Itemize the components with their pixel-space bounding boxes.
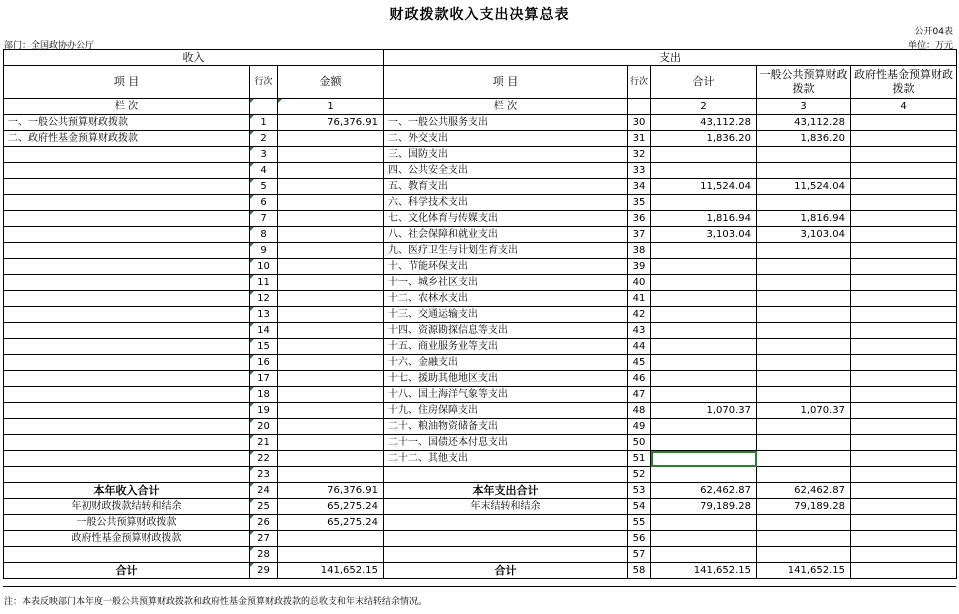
summary-row (4, 563, 957, 579)
expense-col4-label: 4 (851, 99, 957, 115)
table-row (4, 355, 957, 371)
expense-general-cell[interactable]: 79,189.28 (757, 499, 851, 515)
summary-row (4, 515, 957, 531)
gov-fund-header: 政府性基金预算财政拨款 (851, 66, 957, 99)
table-row (4, 371, 957, 387)
table-row (4, 243, 957, 259)
income-amount-header: 金额 (278, 66, 384, 99)
expense-rowno-cell[interactable]: 43 (628, 323, 651, 339)
expense-total-cell[interactable]: 43,112.28 (651, 115, 757, 131)
income-amount-cell[interactable] (278, 243, 384, 259)
income-item-cell[interactable] (4, 387, 250, 403)
footer-divider (3, 586, 956, 587)
expense-general-cell[interactable] (757, 243, 851, 259)
income-lanci-label: 栏 次 (4, 99, 250, 115)
expense-item-cell[interactable] (384, 515, 628, 531)
income-rowno-cell[interactable]: 17 (250, 371, 278, 387)
summary-row (4, 483, 957, 499)
income-rowno-cell[interactable]: 22 (250, 451, 278, 467)
expense-total-cell[interactable] (651, 435, 757, 451)
expense-rowno-cell[interactable]: 50 (628, 435, 651, 451)
expense-total-cell[interactable] (651, 323, 757, 339)
expense-rowno-cell[interactable]: 57 (628, 547, 651, 563)
expense-fund-cell[interactable] (851, 243, 957, 259)
income-item-cell[interactable] (4, 339, 250, 355)
expense-item-cell[interactable]: 七、文化体育与传媒支出 (384, 211, 628, 227)
income-item-cell[interactable] (4, 435, 250, 451)
expense-item-cell[interactable]: 十五、商业服务业等支出 (384, 339, 628, 355)
income-col1-label: 1 (278, 99, 384, 115)
expense-total-cell[interactable]: 3,103.04 (651, 227, 757, 243)
expense-general-cell[interactable] (757, 339, 851, 355)
income-item-cell[interactable] (4, 467, 250, 483)
income-item-cell[interactable] (4, 259, 250, 275)
income-item-cell[interactable] (4, 227, 250, 243)
table-row (4, 419, 957, 435)
table-row (4, 115, 957, 131)
expense-rowno-cell[interactable]: 48 (628, 403, 651, 419)
expense-rowno-cell[interactable]: 40 (628, 275, 651, 291)
expense-total-cell[interactable] (651, 291, 757, 307)
expense-rowno-cell[interactable]: 51 (628, 451, 651, 467)
table-row (4, 467, 957, 483)
expense-fund-cell[interactable] (851, 419, 957, 435)
expense-header: 支出 (384, 50, 957, 66)
table-row (4, 227, 957, 243)
income-amount-cell[interactable] (278, 179, 384, 195)
expense-general-cell[interactable] (757, 435, 851, 451)
expense-general-cell[interactable]: 1,816.94 (757, 211, 851, 227)
expense-general-cell[interactable]: 1,070.37 (757, 403, 851, 419)
expense-general-cell[interactable] (757, 451, 851, 467)
expense-rowno-cell[interactable]: 37 (628, 227, 651, 243)
income-item-cell[interactable] (4, 211, 250, 227)
income-amount-cell[interactable] (278, 355, 384, 371)
income-amount-cell[interactable] (278, 307, 384, 323)
expense-item-cell[interactable]: 十七、援助其他地区支出 (384, 371, 628, 387)
expense-rowno-cell[interactable]: 31 (628, 131, 651, 147)
income-lanci-rowno (250, 99, 278, 115)
income-rowno-cell[interactable]: 13 (250, 307, 278, 323)
expense-fund-cell[interactable] (851, 435, 957, 451)
income-rowno-cell[interactable]: 18 (250, 387, 278, 403)
expense-fund-cell[interactable] (851, 515, 957, 531)
expense-item-cell[interactable]: 二十、粮油物资储备支出 (384, 419, 628, 435)
expense-fund-cell[interactable] (851, 483, 957, 499)
summary-row (4, 531, 957, 547)
income-amount-cell[interactable] (278, 371, 384, 387)
expense-total-cell[interactable] (651, 275, 757, 291)
table-row (4, 131, 957, 147)
expense-total-cell[interactable] (651, 419, 757, 435)
income-item-cell[interactable] (4, 403, 250, 419)
expense-rowno-cell[interactable]: 54 (628, 499, 651, 515)
expense-fund-cell[interactable] (851, 547, 957, 563)
income-rowno-cell[interactable]: 11 (250, 275, 278, 291)
expense-total-cell[interactable] (651, 467, 757, 483)
expense-total-cell[interactable] (651, 259, 757, 275)
expense-general-cell[interactable] (757, 163, 851, 179)
income-amount-cell[interactable] (278, 467, 384, 483)
income-item-cell[interactable] (4, 291, 250, 307)
income-rowno-cell[interactable]: 15 (250, 339, 278, 355)
expense-rowno-cell[interactable]: 38 (628, 243, 651, 259)
unit-label: 单位：万元 (907, 41, 953, 51)
expense-rowno-cell[interactable]: 53 (628, 483, 651, 499)
expense-rowno-cell[interactable]: 46 (628, 371, 651, 387)
income-rowno-cell[interactable]: 29 (250, 563, 278, 579)
expense-fund-cell[interactable] (851, 163, 957, 179)
table-row (4, 275, 957, 291)
expense-item-cell[interactable]: 一、一般公共服务支出 (384, 115, 628, 131)
income-amount-cell[interactable] (278, 195, 384, 211)
expense-general-cell[interactable] (757, 515, 851, 531)
expense-general-cell[interactable]: 1,836.20 (757, 131, 851, 147)
expense-general-cell[interactable] (757, 531, 851, 547)
expense-general-cell[interactable] (757, 387, 851, 403)
income-item-cell[interactable] (4, 451, 250, 467)
expense-item-cell[interactable]: 十八、国土海洋气象等支出 (384, 387, 628, 403)
expense-lanci-label: 栏 次 (384, 99, 628, 115)
expense-fund-cell[interactable] (851, 371, 957, 387)
expense-item-cell[interactable]: 四、公共安全支出 (384, 163, 628, 179)
expense-fund-cell[interactable] (851, 179, 957, 195)
expense-general-cell[interactable]: 141,652.15 (757, 563, 851, 579)
income-item-cell[interactable] (4, 179, 250, 195)
income-rowno-cell[interactable]: 24 (250, 483, 278, 499)
summary-row (4, 547, 957, 563)
expense-total-cell[interactable] (651, 339, 757, 355)
income-rowno-cell[interactable]: 7 (250, 211, 278, 227)
expense-total-cell[interactable] (651, 451, 757, 467)
income-amount-cell[interactable]: 76,376.91 (278, 483, 384, 499)
income-rowno-cell[interactable]: 28 (250, 547, 278, 563)
expense-fund-cell[interactable] (851, 531, 957, 547)
income-item-cell[interactable] (4, 243, 250, 259)
income-item-cell[interactable] (4, 323, 250, 339)
table-row (4, 211, 957, 227)
table-row (4, 307, 957, 323)
form-number: 公开04表 (914, 27, 953, 37)
footnote: 注：本表反映部门本年度一般公共预算财政拨款和政府性基金预算财政拨款的总收支和年末结转结余情况。 (4, 597, 428, 607)
expense-rowno-cell[interactable]: 30 (628, 115, 651, 131)
expense-total-cell[interactable]: 1,070.37 (651, 403, 757, 419)
table-row (4, 147, 957, 163)
income-amount-cell[interactable] (278, 323, 384, 339)
income-rowno-cell[interactable]: 21 (250, 435, 278, 451)
expense-fund-cell[interactable] (851, 275, 957, 291)
expense-fund-cell[interactable] (851, 147, 957, 163)
expense-item-cell[interactable]: 十二、农林水支出 (384, 291, 628, 307)
expense-total-cell[interactable]: 1,836.20 (651, 131, 757, 147)
table-row (4, 387, 957, 403)
income-item-cell[interactable] (4, 355, 250, 371)
expense-rowno-header: 行次 (628, 66, 651, 99)
expense-fund-cell[interactable] (851, 467, 957, 483)
table-row (4, 323, 957, 339)
expense-rowno-cell[interactable]: 49 (628, 419, 651, 435)
income-amount-cell[interactable] (278, 339, 384, 355)
income-amount-cell[interactable]: 76,376.91 (278, 115, 384, 131)
report-title: 财政拨款收入支出决算总表 (389, 7, 570, 23)
income-rowno-cell[interactable]: 23 (250, 467, 278, 483)
table-row (4, 179, 957, 195)
expense-item-cell[interactable]: 五、教育支出 (384, 179, 628, 195)
expense-general-cell[interactable] (757, 419, 851, 435)
expense-fund-cell[interactable] (851, 131, 957, 147)
expense-rowno-cell[interactable]: 36 (628, 211, 651, 227)
income-amount-cell[interactable] (278, 451, 384, 467)
expense-rowno-cell[interactable]: 55 (628, 515, 651, 531)
expense-total-cell[interactable]: 62,462.87 (651, 483, 757, 499)
income-amount-cell[interactable] (278, 531, 384, 547)
income-item-cell[interactable]: 年初财政拨款结转和结余 (4, 499, 250, 515)
income-rowno-cell[interactable]: 26 (250, 515, 278, 531)
expense-item-cell[interactable]: 本年支出合计 (384, 483, 628, 499)
income-rowno-cell[interactable]: 14 (250, 323, 278, 339)
income-item-cell[interactable] (4, 307, 250, 323)
expense-item-cell[interactable]: 十一、城乡社区支出 (384, 275, 628, 291)
expense-total-cell[interactable] (651, 515, 757, 531)
expense-fund-cell[interactable] (851, 323, 957, 339)
expense-rowno-cell[interactable]: 42 (628, 307, 651, 323)
expense-item-cell[interactable]: 合计 (384, 563, 628, 579)
expense-item-cell[interactable]: 十、节能环保支出 (384, 259, 628, 275)
income-rowno-cell[interactable]: 20 (250, 419, 278, 435)
income-amount-cell[interactable]: 141,652.15 (278, 563, 384, 579)
expense-item-cell[interactable]: 十六、金融支出 (384, 355, 628, 371)
general-budget-header: 一般公共预算财政拨款 (757, 66, 851, 99)
table-row (4, 259, 957, 275)
expense-rowno-cell[interactable]: 44 (628, 339, 651, 355)
expense-total-cell[interactable] (651, 163, 757, 179)
income-header: 收入 (4, 50, 384, 66)
expense-total-cell[interactable] (651, 147, 757, 163)
expense-general-cell[interactable] (757, 291, 851, 307)
income-item-cell[interactable] (4, 275, 250, 291)
table-row (4, 163, 957, 179)
expense-item-cell[interactable]: 十四、资源勘探信息等支出 (384, 323, 628, 339)
expense-item-cell[interactable] (384, 467, 628, 483)
expense-general-cell[interactable]: 3,103.04 (757, 227, 851, 243)
expense-total-cell[interactable]: 11,524.04 (651, 179, 757, 195)
expense-fund-cell[interactable] (851, 499, 957, 515)
income-rowno-cell[interactable]: 1 (250, 115, 278, 131)
income-amount-cell[interactable] (278, 403, 384, 419)
expense-total-cell[interactable] (651, 547, 757, 563)
income-rowno-cell[interactable]: 16 (250, 355, 278, 371)
income-amount-cell[interactable] (278, 131, 384, 147)
expense-general-cell[interactable] (757, 307, 851, 323)
table-row (4, 451, 957, 467)
income-rowno-cell[interactable]: 27 (250, 531, 278, 547)
summary-row (4, 499, 957, 515)
expense-fund-cell[interactable] (851, 307, 957, 323)
expense-rowno-cell[interactable]: 32 (628, 147, 651, 163)
expense-fund-cell[interactable] (851, 291, 957, 307)
income-item-cell[interactable] (4, 547, 250, 563)
expense-rowno-cell[interactable]: 45 (628, 355, 651, 371)
table-row (4, 195, 957, 211)
income-rowno-cell[interactable]: 12 (250, 291, 278, 307)
income-amount-cell[interactable] (278, 259, 384, 275)
expense-total-cell[interactable] (651, 387, 757, 403)
expense-rowno-cell[interactable]: 33 (628, 163, 651, 179)
table-row (4, 435, 957, 451)
expense-rowno-cell[interactable]: 52 (628, 467, 651, 483)
expense-total-cell[interactable] (651, 531, 757, 547)
income-amount-cell[interactable] (278, 275, 384, 291)
expense-rowno-cell[interactable]: 39 (628, 259, 651, 275)
expense-general-cell[interactable] (757, 259, 851, 275)
income-item-cell[interactable] (4, 419, 250, 435)
income-item-cell[interactable]: 合计 (4, 563, 250, 579)
income-rowno-cell[interactable]: 10 (250, 259, 278, 275)
expense-fund-cell[interactable] (851, 563, 957, 579)
expense-fund-cell[interactable] (851, 387, 957, 403)
income-item-cell[interactable]: 政府性基金预算财政拨款 (4, 531, 250, 547)
expense-item-cell[interactable]: 十三、交通运输支出 (384, 307, 628, 323)
expense-general-cell[interactable]: 62,462.87 (757, 483, 851, 499)
expense-total-cell[interactable] (651, 355, 757, 371)
expense-total-cell[interactable] (651, 195, 757, 211)
income-item-cell[interactable]: 一、一般公共预算财政拨款 (4, 115, 250, 131)
expense-total-header: 合计 (651, 66, 757, 99)
income-amount-cell[interactable] (278, 291, 384, 307)
expense-rowno-cell[interactable]: 35 (628, 195, 651, 211)
expense-fund-cell[interactable] (851, 211, 957, 227)
budget-table (3, 49, 957, 579)
expense-general-cell[interactable] (757, 467, 851, 483)
expense-rowno-cell[interactable]: 41 (628, 291, 651, 307)
income-rowno-cell[interactable]: 6 (250, 195, 278, 211)
income-amount-cell[interactable] (278, 147, 384, 163)
expense-general-cell[interactable] (757, 323, 851, 339)
expense-general-cell[interactable]: 43,112.28 (757, 115, 851, 131)
income-rowno-cell[interactable]: 5 (250, 179, 278, 195)
income-amount-cell[interactable] (278, 211, 384, 227)
table-row (4, 291, 957, 307)
income-amount-cell[interactable]: 65,275.24 (278, 515, 384, 531)
income-item-cell[interactable]: 二、政府性基金预算财政拨款 (4, 131, 250, 147)
expense-item-cell[interactable] (384, 531, 628, 547)
expense-fund-cell[interactable] (851, 115, 957, 131)
income-amount-cell[interactable] (278, 547, 384, 563)
expense-item-cell[interactable]: 六、科学技术支出 (384, 195, 628, 211)
expense-rowno-cell[interactable]: 58 (628, 563, 651, 579)
expense-item-cell[interactable]: 年末结转和结余 (384, 499, 628, 515)
expense-general-cell[interactable] (757, 147, 851, 163)
expense-item-cell[interactable] (384, 547, 628, 563)
expense-item-cell[interactable]: 八、社会保障和就业支出 (384, 227, 628, 243)
table-row (4, 403, 957, 419)
income-amount-cell[interactable] (278, 227, 384, 243)
expense-total-cell[interactable] (651, 371, 757, 387)
expense-rowno-cell[interactable]: 47 (628, 387, 651, 403)
income-rowno-cell[interactable]: 9 (250, 243, 278, 259)
income-amount-cell[interactable]: 65,275.24 (278, 499, 384, 515)
table-row (4, 339, 957, 355)
expense-total-cell[interactable]: 79,189.28 (651, 499, 757, 515)
expense-total-cell[interactable]: 1,816.94 (651, 211, 757, 227)
income-rowno-cell[interactable]: 3 (250, 147, 278, 163)
income-item-cell[interactable] (4, 163, 250, 179)
expense-item-cell[interactable]: 二、外交支出 (384, 131, 628, 147)
income-rowno-cell[interactable]: 8 (250, 227, 278, 243)
income-item-cell[interactable] (4, 147, 250, 163)
income-item-cell[interactable] (4, 195, 250, 211)
income-amount-cell[interactable] (278, 387, 384, 403)
income-amount-cell[interactable] (278, 419, 384, 435)
expense-general-cell[interactable] (757, 547, 851, 563)
expense-fund-cell[interactable] (851, 195, 957, 211)
income-item-cell[interactable]: 本年收入合计 (4, 483, 250, 499)
expense-item-cell[interactable]: 十九、住房保障支出 (384, 403, 628, 419)
expense-lanci-rowno (628, 99, 651, 115)
expense-total-cell[interactable]: 141,652.15 (651, 563, 757, 579)
expense-general-cell[interactable] (757, 275, 851, 291)
expense-rowno-cell[interactable]: 56 (628, 531, 651, 547)
income-rowno-cell[interactable]: 19 (250, 403, 278, 419)
expense-fund-cell[interactable] (851, 227, 957, 243)
expense-fund-cell[interactable] (851, 403, 957, 419)
expense-fund-cell[interactable] (851, 451, 957, 467)
expense-item-cell[interactable]: 二十一、国债还本付息支出 (384, 435, 628, 451)
income-amount-cell[interactable] (278, 163, 384, 179)
expense-general-cell[interactable] (757, 371, 851, 387)
expense-fund-cell[interactable] (851, 355, 957, 371)
income-item-header: 项 目 (4, 66, 250, 99)
income-rowno-cell[interactable]: 2 (250, 131, 278, 147)
expense-general-cell[interactable] (757, 195, 851, 211)
income-rowno-cell[interactable]: 4 (250, 163, 278, 179)
expense-col2-label: 2 (651, 99, 757, 115)
income-item-cell[interactable] (4, 371, 250, 387)
expense-fund-cell[interactable] (851, 339, 957, 355)
expense-col3-label: 3 (757, 99, 851, 115)
expense-item-cell[interactable]: 三、国防支出 (384, 147, 628, 163)
expense-fund-cell[interactable] (851, 259, 957, 275)
expense-total-cell[interactable] (651, 307, 757, 323)
expense-item-cell[interactable]: 九、医疗卫生与计划生育支出 (384, 243, 628, 259)
expense-general-cell[interactable]: 11,524.04 (757, 179, 851, 195)
expense-rowno-cell[interactable]: 34 (628, 179, 651, 195)
income-item-cell[interactable]: 一般公共预算财政拨款 (4, 515, 250, 531)
expense-item-cell[interactable]: 二十二、其他支出 (384, 451, 628, 467)
expense-general-cell[interactable] (757, 355, 851, 371)
department-label: 部门：全国政协办公厅 (4, 41, 95, 51)
expense-total-cell[interactable] (651, 243, 757, 259)
expense-item-header: 项 目 (384, 66, 628, 99)
income-rowno-cell[interactable]: 25 (250, 499, 278, 515)
income-amount-cell[interactable] (278, 435, 384, 451)
income-rowno-header: 行次 (250, 66, 278, 99)
